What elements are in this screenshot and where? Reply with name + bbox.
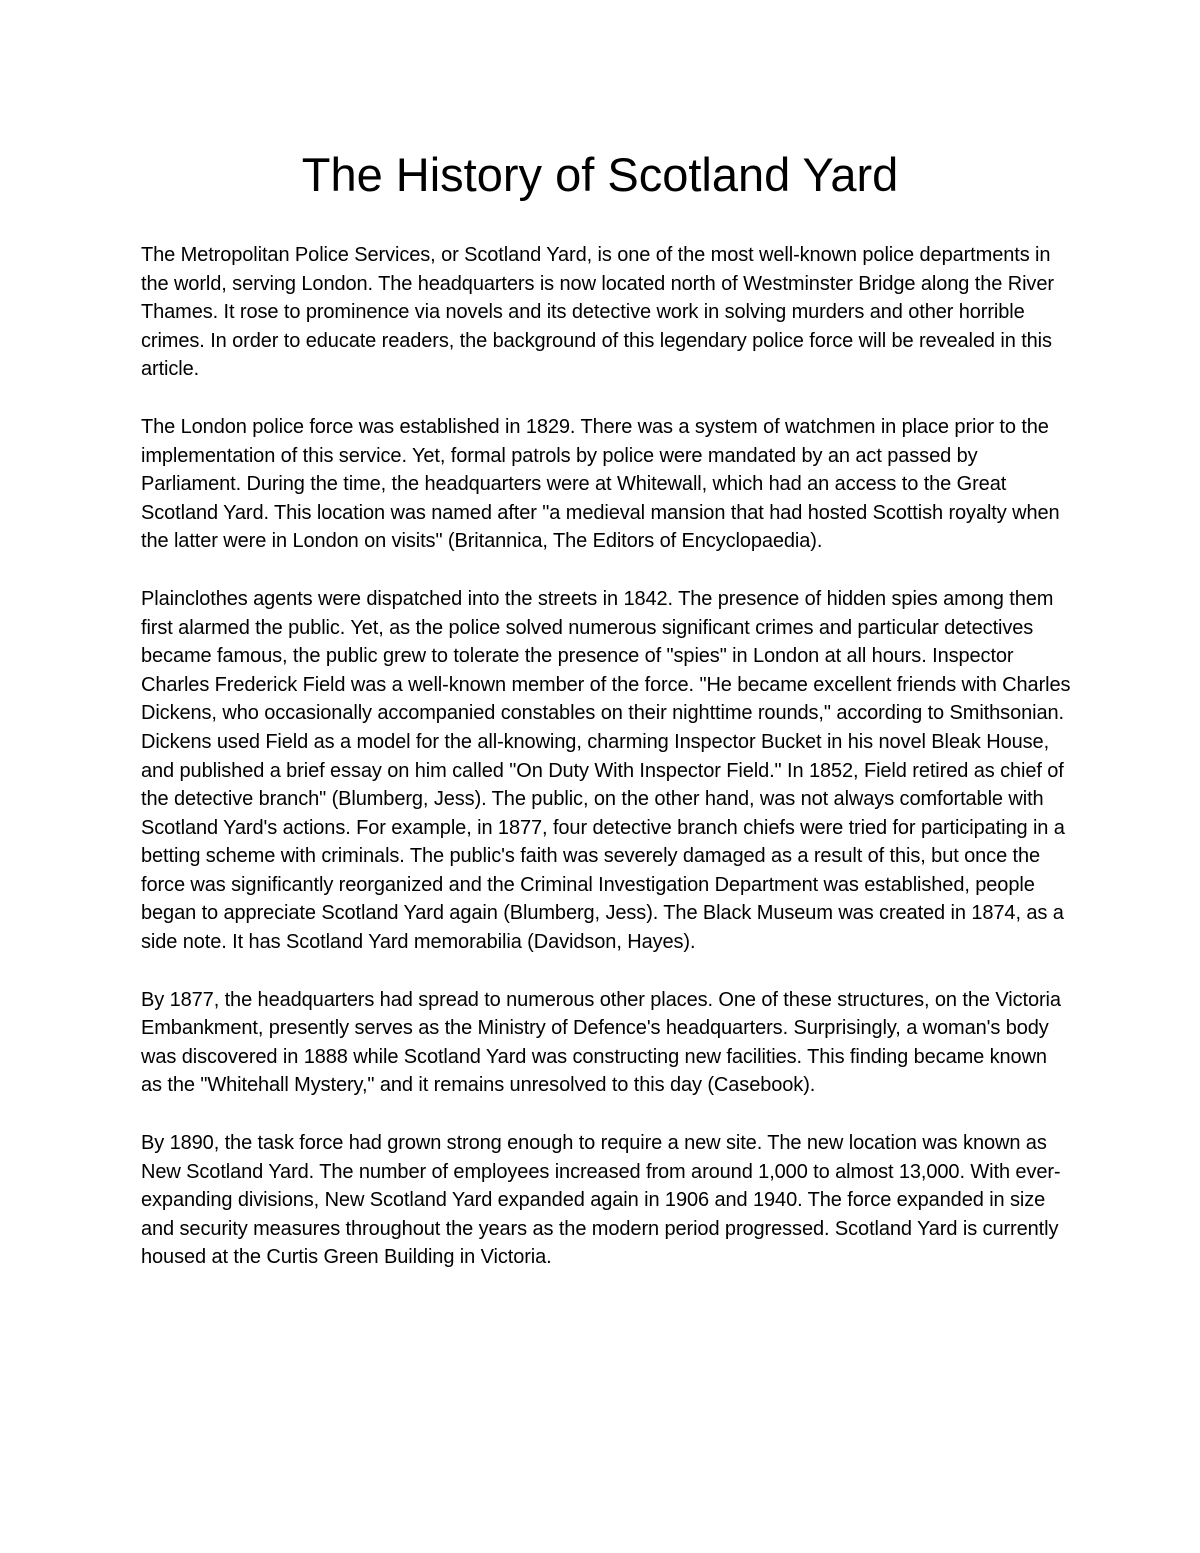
- paragraph-new-scotland-yard: By 1890, the task force had grown strong enough to require a new site. The new location was known as New Scotland Yard. The number of employees increased from around 1,000 to almost 13,000. With ever-expanding divisions, New Scotland Yard expanded again in 1906 and 1940. The force expanded in size and security measures throughout the years as the modern period progressed. Scotland Yard is currently housed at the Curtis Green Building in Victoria.: [141, 1132, 1061, 1269]
- document-body: [141, 241, 1071, 1301]
- paragraph-establishment: The London police force was established in 1829. There was a system of watchmen in place prior to the implementation of this service. Yet, formal patrols by police were mandated by an act passed by Parliament. During the time, the headquarters were at Whitewall, which had an access to the Great Scotland Yard. This location was named after "a medieval mansion that had hosted Scottish royalty when the latter were in London on visits" (Britannica, The Editors of Encyclopaedia).: [141, 415, 1060, 553]
- paragraph-plainclothes: Plainclothes agents were dispatched into the streets in 1842. The presence of hidden spies among them first alarmed the public. Yet, as the police solved numerous significant crimes and particular detectives became famous, the public grew to tolerate the presence of "spies" in London at all hours. Inspector Charles Frederick Field was a well-known member of the force. "He became excellent friends with Charles Dickens, who occasionally accompanied constables on their nighttime rounds," according to Smithsonian. Dickens used Field as a model for the all-knowing, charming Inspector Bucket in his novel Bleak House, and published a brief essay on him called "On Duty With Inspector Field." In 1852, Field retired as chief of the detective branch" (Blumberg, Jess). The public, on the other hand, was not always comfortable with Scotland Yard's actions. For example, in 1877, four detective branch chiefs were tried for participating in a betting scheme with criminals. The public's faith was severely damaged as a result of this, but once the force was significantly reorganized and the Criminal Investigation Department was established, people began to appreciate Scotland Yard again (Blumberg, Jess). The Black Museum was created in 1874, as a side note. It has Scotland Yard memorabilia (Davidson, Hayes).: [141, 587, 1071, 954]
- paragraph-expansion-1877: By 1877, the headquarters had spread to numerous other places. One of these structures, on the Victoria Embankment, presently serves as the Ministry of Defence's headquarters. Surprisingly, a woman's body was discovered in 1888 while Scotland Yard was constructing new facilities. This finding became known as the "Whitehall Mystery," and it remains unresolved to this day (Casebook).: [141, 988, 1061, 1097]
- paragraph-intro: The Metropolitan Police Services, or Scotland Yard, is one of the most well-known police departments in the world, serving London. The headquarters is now located north of Westminster Bridge along the River Thames. It rose to prominence via novels and its detective work in solving murders and other horrible crimes. In order to educate readers, the background of this legendary police force will be revealed in this article.: [141, 244, 1054, 381]
- document-title: The History of Scotland Yard: [301, 148, 899, 201]
